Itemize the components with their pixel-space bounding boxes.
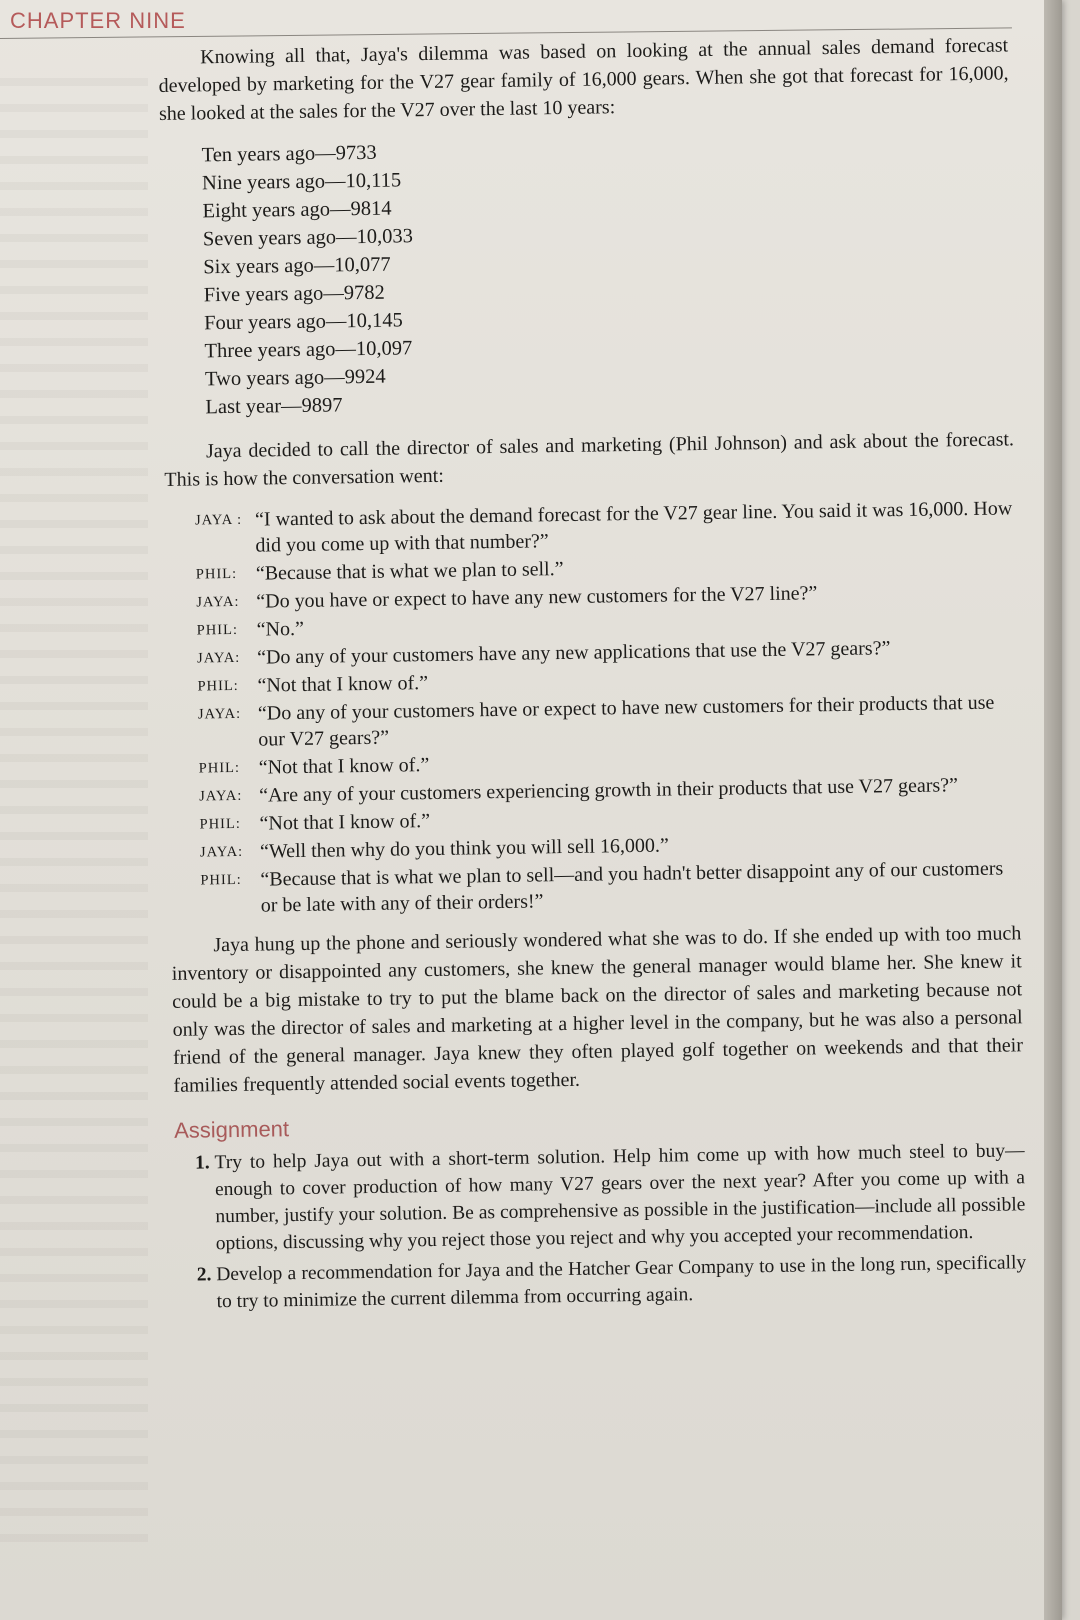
- show-through-text-left-margin: [0, 60, 148, 1560]
- dialogue-text: “Not that I know of.”: [258, 754, 430, 779]
- speaker-name: PHIL:: [199, 815, 241, 833]
- dialogue-text: “Do any of your customers have or expect to have new customers for their products that use our V27 gears?”: [257, 691, 995, 751]
- speaker-name: PHIL:: [200, 871, 242, 889]
- sales-history-list: [201, 129, 1013, 421]
- page-body: [158, 31, 1027, 1319]
- speaker-name: PHIL:: [196, 621, 239, 639]
- sales-history-item: Last year—9897: [205, 394, 343, 419]
- sales-history-item: Five years ago—9782: [203, 281, 385, 307]
- speaker-name: JAYA:: [196, 593, 240, 611]
- dialogue-text: “Because that is what we plan to sell.”: [255, 558, 564, 585]
- assignment-item: 2. Develop a recommendation for Jaya and the Hatcher Gear Company to use in the long run, specifically to try to minimize the current dilemma from occurring again.: [216, 1249, 1027, 1315]
- speaker-name: PHIL:: [195, 565, 238, 583]
- dialogue-line: [200, 855, 1021, 919]
- speaker-name: JAYA:: [197, 649, 241, 667]
- dialogue-line: [195, 495, 1016, 559]
- sales-history-item: Two years ago—9924: [204, 365, 386, 391]
- dialogue-text: “Do any of your customers have any new applications that use the V27 gears?”: [256, 637, 891, 669]
- dialogue-text: “Because that is what we plan to sell—and you hadn't better disappoint any of our customers or be late with any of their orders!”: [260, 857, 1004, 917]
- assignment-heading: Assignment: [173, 1116, 290, 1143]
- intro-paragraph: Knowing all that, Jaya's dilemma was based on looking at the annual sales demand forecast developed by marketing for the V27 gear family of 16,000 gears. When she got that forecast for 16,000, she looked at the sales for the V27 over the last 10 years:: [158, 34, 1009, 125]
- assignment-item: 1. Try to help Jaya out with a short-term solution. Help him come up with how much steel to buy—enough to cover production of how many V27 gears over the next year? After you come up with a number, justify your solution. Be as comprehensive as possible in the justification—include all possible options, discussing why you reject those you reject and why you accepted your recommendation.: [214, 1137, 1026, 1257]
- sales-history-item: Four years ago—10,145: [203, 309, 404, 335]
- dialogue-text: “Not that I know of.”: [259, 810, 431, 835]
- assignment-list: [174, 1137, 1026, 1316]
- sales-history-item: Nine years ago—10,115: [201, 169, 402, 195]
- transition-paragraph: Jaya decided to call the director of sales and marketing (Phil Johnson) and ask about the forecast. This is how the conversation went:: [164, 428, 1015, 491]
- sales-history-item: Three years ago—10,097: [204, 337, 413, 363]
- sales-history-item: Seven years ago—10,033: [202, 225, 414, 251]
- speaker-name: JAYA:: [197, 705, 242, 723]
- dialogue-text: “I wanted to ask about the demand forecast for the V27 gear line. You said it was 16,000. How did you come up with that number?”: [254, 497, 1013, 557]
- dialogue-text: “Well then why do you think you will sell 16,000.”: [259, 834, 670, 863]
- speaker-name: JAYA :: [194, 511, 243, 529]
- speaker-name: JAYA:: [199, 787, 243, 805]
- speaker-name: JAYA:: [199, 843, 244, 861]
- dialogue-text: “Do you have or expect to have any new customers for the V27 line?”: [256, 582, 818, 613]
- sales-history-item: Ten years ago—9733: [201, 141, 377, 167]
- chapter-heading: CHAPTER NINE: [10, 8, 186, 33]
- page-gutter-edge: [1044, 0, 1062, 1620]
- dialogue-text: “No.”: [256, 617, 305, 641]
- dialogue-line: [198, 689, 1019, 753]
- speaker-name: PHIL:: [198, 759, 241, 777]
- aftermath-paragraph: Jaya hung up the phone and seriously wondered what she was to do. If she ended up with too much inventory or disappointed any customers, she knew the general manager would blame her. She knew it could be a big mistake to try to put the blame back on the director of sales and marketing because not only was the director of sales and marketing at a higher level in the company, but he was also a personal friend of the general manager. Jaya knew they often played golf together on weekends and that their families frequently attended social events together.: [171, 922, 1024, 1097]
- sales-history-item: Eight years ago—9814: [202, 197, 392, 223]
- speaker-name: PHIL:: [197, 677, 239, 695]
- sales-history-item: Six years ago—10,077: [203, 253, 391, 279]
- conversation: [195, 495, 1021, 919]
- dialogue-text: “Are any of your customers experiencing growth in their products that use V27 gears?”: [258, 774, 959, 807]
- dialogue-text: “Not that I know of.”: [257, 672, 429, 697]
